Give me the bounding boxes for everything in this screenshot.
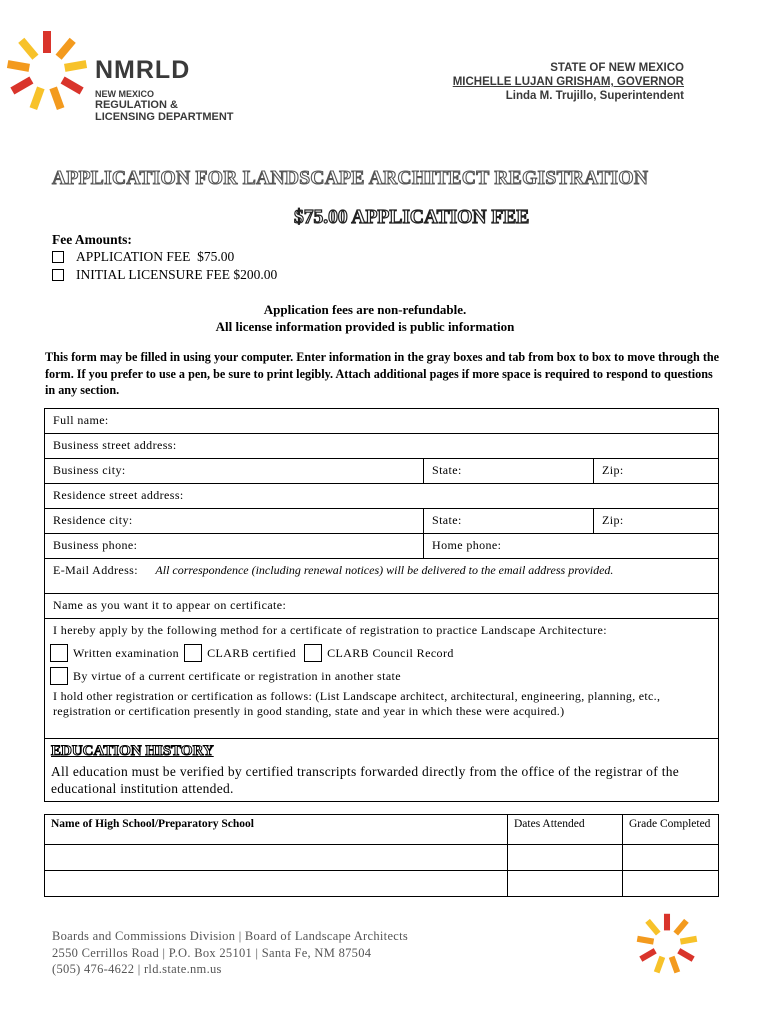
residence-street-row bbox=[45, 484, 718, 509]
education-table bbox=[44, 814, 719, 897]
application-method-section bbox=[45, 619, 718, 738]
application-method-row bbox=[45, 619, 718, 739]
page-subtitle: $75.00 APPLICATION FEE bbox=[294, 207, 530, 228]
fee-amounts-heading: Fee Amounts: bbox=[52, 232, 132, 247]
method-options-row bbox=[53, 644, 710, 662]
method-other-state-row bbox=[53, 667, 710, 685]
footer-address bbox=[52, 928, 408, 978]
business-phone-field[interactable] bbox=[45, 534, 423, 558]
other-state-label: By virtue of a current certificate or registration in another state bbox=[73, 668, 402, 683]
clarb-council-label: CLARB Council Record bbox=[327, 645, 454, 660]
school-name-cell[interactable] bbox=[45, 845, 507, 870]
residence-state-label: State: bbox=[432, 513, 462, 527]
business-street-label: Business street address: bbox=[53, 438, 177, 452]
fee-application-label: APPLICATION FEE $75.00 bbox=[76, 249, 235, 264]
other-registration-text: I hold other registration or certification as follows: (List Landscape architect, architectural, engineering, planning, etc., registration or certification presently in good standing, state and year in which these were acquired.) bbox=[53, 689, 661, 718]
business-phone-label: Business phone: bbox=[53, 538, 138, 552]
page-title: APPLICATION FOR LANDSCAPE ARCHITECT REGISTRATION bbox=[52, 168, 649, 189]
grade-completed-header: Grade Completed bbox=[622, 815, 718, 844]
governor-line: MICHELLE LUJAN GRISHAM, GOVERNOR bbox=[452, 76, 684, 88]
phone-row bbox=[45, 534, 718, 559]
fee-application-checkbox[interactable] bbox=[52, 251, 64, 263]
written-exam-checkbox[interactable] bbox=[50, 644, 68, 662]
residence-street-label: Residence street address: bbox=[53, 488, 184, 502]
education-entry-row bbox=[45, 870, 718, 896]
nmrld-logo bbox=[2, 26, 92, 116]
clarb-council-checkbox[interactable] bbox=[304, 644, 322, 662]
email-row bbox=[45, 559, 718, 594]
footer-contact: (505) 476-4622 | rld.state.nm.us bbox=[52, 962, 222, 976]
sunburst-footer-icon bbox=[633, 910, 701, 978]
residence-state-field[interactable] bbox=[423, 509, 593, 533]
fee-licensure-checkbox[interactable] bbox=[52, 269, 64, 281]
org-line-2: REGULATION & bbox=[95, 99, 178, 111]
residence-city-row bbox=[45, 509, 718, 534]
notice-block bbox=[0, 301, 730, 335]
residence-city-field[interactable] bbox=[45, 509, 423, 533]
business-city-field[interactable] bbox=[45, 459, 423, 483]
full-name-field[interactable] bbox=[45, 409, 718, 433]
grade-completed-cell[interactable] bbox=[622, 845, 718, 870]
apply-method-text: I hereby apply by the following method for a certificate of registration to practice Landscape Architecture: bbox=[53, 623, 607, 637]
business-city-label: Business city: bbox=[53, 463, 126, 477]
business-street-field[interactable] bbox=[45, 434, 718, 458]
instructions-text: This form may be filled in using your computer. Enter information in the gray boxes and tab from box to box to move through the form. If you prefer to use a pen, be sure to print legibly. Attach additional pages if more space is required to respond to questions in any section. bbox=[45, 350, 720, 397]
certificate-name-label: Name as you want it to appear on certificate: bbox=[53, 598, 287, 612]
notice-nonrefundable: Application fees are non-refundable. bbox=[263, 302, 467, 317]
home-phone-label: Home phone: bbox=[432, 538, 502, 552]
dates-attended-cell[interactable] bbox=[507, 871, 622, 896]
education-heading-row bbox=[45, 739, 718, 801]
home-phone-field[interactable] bbox=[423, 534, 718, 558]
written-exam-label: Written examination bbox=[73, 645, 180, 660]
dates-attended-cell[interactable] bbox=[507, 845, 622, 870]
footer-street: 2550 Cerrillos Road | P.O. Box 25101 | Santa Fe, NM 87504 bbox=[52, 945, 372, 960]
business-zip-field[interactable] bbox=[593, 459, 718, 483]
fee-licensure-label: INITIAL LICENSURE FEE $200.00 bbox=[76, 267, 278, 282]
education-heading: EDUCATION HISTORY bbox=[51, 743, 214, 759]
fee-item-application bbox=[52, 249, 234, 265]
superintendent-line: Linda M. Trujillo, Superintendent bbox=[505, 90, 684, 102]
clarb-certified-label: CLARB certified bbox=[207, 645, 297, 660]
business-state-label: State: bbox=[432, 463, 462, 477]
application-form bbox=[44, 408, 719, 802]
business-state-field[interactable] bbox=[423, 459, 593, 483]
certificate-name-row bbox=[45, 594, 718, 619]
state-heading: STATE OF NEW MEXICO bbox=[550, 62, 684, 74]
full-name-row bbox=[45, 409, 718, 434]
residence-zip-label: Zip: bbox=[602, 513, 624, 527]
business-street-row bbox=[45, 434, 718, 459]
org-line-3: LICENSING DEPARTMENT bbox=[95, 111, 234, 123]
clarb-certified-checkbox[interactable] bbox=[184, 644, 202, 662]
notice-public-info: All license information provided is public information bbox=[215, 319, 515, 334]
org-line-1: NEW MEXICO bbox=[95, 89, 155, 99]
school-name-header: Name of High School/Preparatory School bbox=[51, 818, 254, 830]
dates-attended-header: Dates Attended bbox=[507, 815, 622, 844]
business-zip-label: Zip: bbox=[602, 463, 624, 477]
email-label: E-Mail Address: bbox=[53, 563, 138, 577]
sunburst-logo-icon bbox=[2, 26, 92, 116]
residence-city-label: Residence city: bbox=[53, 513, 133, 527]
education-entry-row bbox=[45, 844, 718, 870]
education-section bbox=[45, 739, 718, 801]
residence-street-field[interactable] bbox=[45, 484, 718, 508]
certificate-name-field[interactable] bbox=[45, 594, 718, 618]
footer-division: Boards and Commissions Division | Board of Landscape Architects bbox=[52, 929, 409, 943]
school-name-cell[interactable] bbox=[45, 871, 507, 896]
full-name-label: Full name: bbox=[53, 413, 109, 427]
residence-zip-field[interactable] bbox=[593, 509, 718, 533]
email-note: All correspondence (including renewal notices) will be delivered to the email address provided. bbox=[155, 563, 614, 577]
other-state-checkbox[interactable] bbox=[50, 667, 68, 685]
email-field[interactable] bbox=[45, 559, 718, 593]
education-note: All education must be verified by certified transcripts forwarded directly from the office of the registrar of the educational institution attended. bbox=[51, 764, 680, 796]
footer-logo bbox=[633, 910, 701, 978]
org-short-name: NMRLD bbox=[95, 56, 191, 84]
fee-item-licensure bbox=[52, 267, 277, 283]
education-header-row bbox=[45, 814, 718, 844]
grade-completed-cell[interactable] bbox=[622, 871, 718, 896]
business-city-row bbox=[45, 459, 718, 484]
